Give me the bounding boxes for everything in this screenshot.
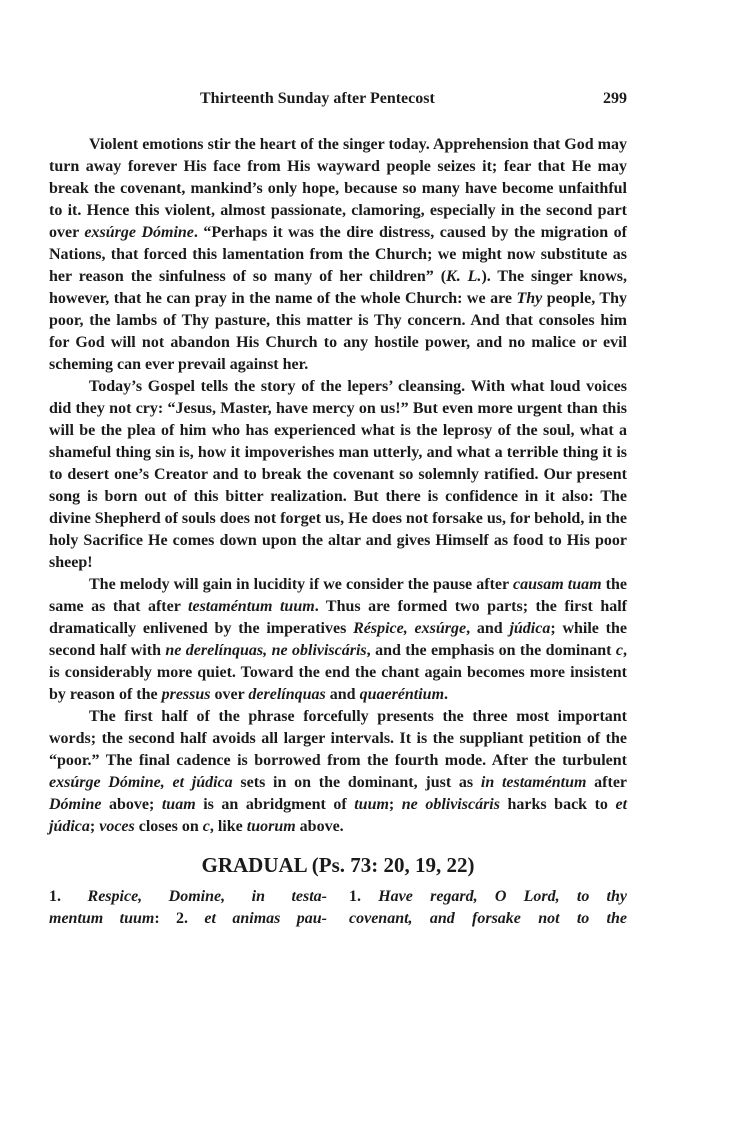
text-run: , and the emphasis on the dominant <box>366 642 616 659</box>
text-run: ; <box>388 796 402 813</box>
italic-run: in testaméntum <box>480 774 587 791</box>
italic-run: Respice, Domine, in testa- <box>87 888 328 905</box>
text-run: Today’s Gospel tells the story of the lepers’ cleansing. With what loud voices did they not cry: “Jesus, Master, have mercy on us!” But even more urgent than this will be the plea of him who has experienced what is the leprosy of the soul, what a shameful thing sin is, how it impoverishes man utterly, and what a terrible thing it is to desert one’s Creator and to break the covenant so solemnly ratified. Our present song is born out of this bitter realization. But there is confidence in it also: The divine Shepherd of souls does not forget us, He does not forsake us, for behold, in the holy Sacrifice He comes down upon the altar and gives Himself as food to His poor sheep! <box>49 378 627 571</box>
gradual-latin-line <box>49 908 327 930</box>
text-run: and <box>325 686 360 703</box>
text-run: the same as that after <box>49 576 628 615</box>
paragraph-4 <box>49 706 627 838</box>
text-run: . “Perhaps it was the dire distress, caused by the migration of Nations, that forced this lamentation from the Church; we might now substitute as her reason the sinfulness of so many of her children” ( <box>49 224 628 285</box>
italic-run: júdica <box>509 620 551 637</box>
text-run: , is considerably more quiet. Toward the end the chant again becomes more insistent by reason of the <box>49 642 627 703</box>
paragraph-3 <box>49 574 627 706</box>
gradual-english-line <box>349 886 627 908</box>
gradual-latin-column <box>49 886 327 930</box>
text-run: after <box>586 774 628 791</box>
text-run: ). The singer knows, however, that he can pray in the name of the whole Church: we are <box>49 268 628 307</box>
italic-run: Réspice, exsúrge <box>353 620 467 637</box>
gradual-english-line <box>349 908 627 930</box>
text-run: over <box>210 686 249 703</box>
text-run: 1. <box>49 888 88 905</box>
italic-run: ne derelínquas, ne obliviscáris <box>165 642 367 659</box>
italic-run: quaeréntium <box>359 686 445 703</box>
gradual-english-column <box>349 886 627 930</box>
italic-run: exsúrge Dómine <box>84 224 194 241</box>
italic-run: ne obliviscáris <box>401 796 500 813</box>
gradual-latin-line <box>49 886 327 908</box>
text-run: ; while the second half with <box>49 620 627 659</box>
italic-run: c <box>615 642 623 659</box>
book-page <box>49 90 627 930</box>
italic-run: pressus <box>161 686 211 703</box>
italic-run: c <box>202 818 210 835</box>
italic-run: mentum tuum <box>49 910 155 927</box>
text-run: sets in on the dominant, just as <box>232 774 481 791</box>
text-run: . Thus are formed two parts; the first half dramatically enlivened by the imperatives <box>49 598 627 637</box>
italic-run: Dómine <box>49 796 102 813</box>
italic-run: exsúrge Dómine, et júdica <box>49 774 233 791</box>
gradual-columns <box>49 886 627 930</box>
italic-run: tuam <box>161 796 196 813</box>
gradual-heading: GRADUAL (Ps. 73: 20, 19, 22) <box>201 853 475 877</box>
text-run: The first half of the phrase forcefully presents the three most important words; the second half avoids all larger intervals. It is the suppliant petition of the “poor.” The final cadence is borrowed from the fourth mode. After the turbulent <box>49 708 627 769</box>
text-run: above; <box>101 796 162 813</box>
text-run: Violent emotions stir the heart of the singer today. Apprehension that God may turn away forever His face from His wayward people seizes it; fear that He may break the covenant, mankind’s only hope, because so many have become unfaithful to it. Hence this violent, almost passionate, clamoring, especially in the second part over <box>49 136 627 241</box>
italic-run: causam tuam <box>512 576 602 593</box>
italic-run: K. L. <box>446 268 482 285</box>
italic-run: voces <box>99 818 135 835</box>
text-run: ; <box>89 818 100 835</box>
text-run: , and <box>466 620 510 637</box>
italic-run: testaméntum tuum <box>188 598 315 615</box>
page-number: 299 <box>603 90 627 107</box>
italic-run: tuum <box>354 796 389 813</box>
text-run: closes on <box>134 818 203 835</box>
paragraph-2 <box>49 376 627 574</box>
text-run: 1. <box>349 888 379 905</box>
italic-run: et júdica <box>49 796 628 835</box>
text-run: The melody will gain in lucidity if we consider the pause after <box>89 576 513 593</box>
text-run: is an abridgment of <box>195 796 355 813</box>
text-run: above. <box>295 818 344 835</box>
text-run: , like <box>209 818 247 835</box>
italic-run: derelínquas <box>248 686 326 703</box>
running-header <box>49 90 627 112</box>
text-run: people, Thy poor, the lambs of Thy pasture, this matter is Thy concern. And that consoles him for God will not abandon His Church to any hostile power, and no malice or evil scheming can ever prevail against her. <box>49 290 627 373</box>
italic-run: Have regard, O Lord, to thy <box>378 888 628 905</box>
text-run: . <box>444 686 449 703</box>
running-title: Thirteenth Sunday after Pentecost <box>200 90 435 107</box>
paragraph-1 <box>49 134 627 376</box>
italic-run: Thy <box>516 290 543 307</box>
text-run: harks back to <box>499 796 616 813</box>
italic-run: et animas pau- <box>204 910 327 927</box>
italic-run: tuorum <box>246 818 296 835</box>
italic-run: covenant, and forsake not to the <box>349 910 627 927</box>
text-run: : 2. <box>154 910 205 927</box>
